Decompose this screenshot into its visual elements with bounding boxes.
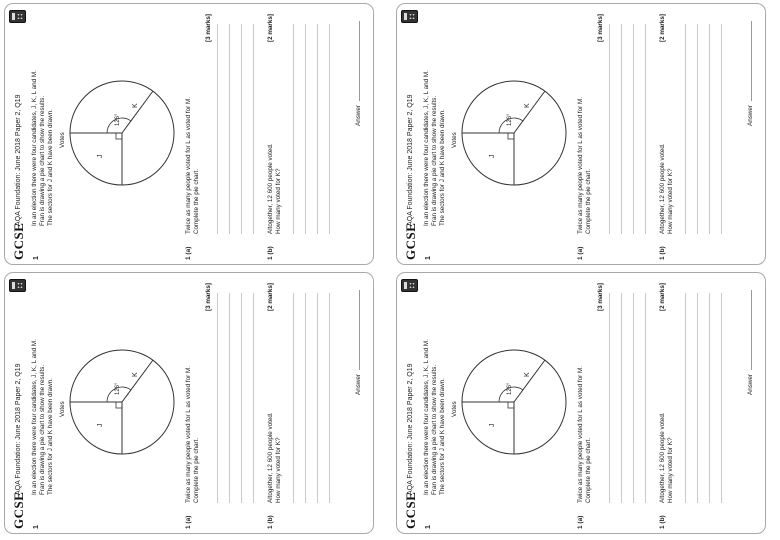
working-line xyxy=(217,24,218,234)
sector-line-diagonal xyxy=(122,91,153,133)
working-line xyxy=(305,24,306,234)
working-line xyxy=(721,293,722,503)
part-b-text xyxy=(267,328,283,503)
intro-line: Fran is drawing a pie chart to show the results. xyxy=(39,95,47,226)
question-intro xyxy=(423,16,448,226)
part-a-text xyxy=(577,328,593,503)
working-line xyxy=(329,24,330,234)
pie-chart-title: Votes xyxy=(59,132,66,148)
part-a-line: Complete the pie chart. xyxy=(585,168,593,234)
working-line xyxy=(229,24,230,234)
answer-row xyxy=(745,21,754,126)
working-line xyxy=(709,24,710,234)
working-line xyxy=(633,24,634,234)
working-line xyxy=(217,293,218,503)
angle-label: 126° xyxy=(507,382,513,395)
right-angle-marker xyxy=(116,133,122,139)
working-line xyxy=(645,24,646,234)
card-sheet xyxy=(5,273,374,534)
paper-reference: AQA Foundation: June 2018 Paper 2, Q19 xyxy=(15,94,22,226)
sector-label-j: J xyxy=(489,154,496,158)
angle-label: 126° xyxy=(115,382,121,395)
intro-line: In an election there were four candidates, J, K, L and M. xyxy=(31,339,38,495)
sector-label-k: K xyxy=(132,103,139,108)
part-a-line: Complete the pie chart. xyxy=(193,168,201,234)
question-intro xyxy=(31,285,56,495)
part-a-label: 1 (a) xyxy=(185,246,192,260)
question-card xyxy=(396,3,766,265)
working-line xyxy=(317,24,318,234)
part-b-line: How many voted for K? xyxy=(275,168,283,234)
part-b-label: 1 (b) xyxy=(267,246,274,260)
answer-field[interactable] xyxy=(353,290,360,370)
part-a-label: 1 (a) xyxy=(577,515,584,529)
intro-line: The sectors for J and K have been drawn. xyxy=(47,378,55,495)
answer-row xyxy=(353,21,362,126)
working-line xyxy=(293,24,294,234)
sector-line-diagonal xyxy=(514,91,545,133)
part-a-marks: [3 marks] xyxy=(205,283,212,312)
part-a-label: 1 (a) xyxy=(185,515,192,529)
part-b-marks: [2 marks] xyxy=(659,14,666,43)
part-b-line: Altogether, 12 600 people voted. xyxy=(267,412,274,503)
part-a-line: Twice as many people voted for L as voted for M. xyxy=(577,366,584,503)
working-line xyxy=(709,293,710,503)
part-a-marks: [3 marks] xyxy=(205,14,212,43)
intro-line: In an election there were four candidates, J, K, L and M. xyxy=(31,70,38,226)
answer-label: Answer xyxy=(355,105,362,126)
sector-label-k: K xyxy=(132,372,139,377)
working-line xyxy=(621,293,622,503)
question-number: 1 xyxy=(425,525,432,529)
pie-chart-title: Votes xyxy=(59,401,66,417)
part-a-text xyxy=(577,59,593,234)
answer-field[interactable] xyxy=(745,21,752,101)
intro-line: The sectors for J and K have been drawn. xyxy=(439,378,447,495)
part-b-line: Altogether, 12 600 people voted. xyxy=(659,143,666,234)
answer-row xyxy=(745,290,754,395)
card-sheet xyxy=(5,4,374,265)
intro-line: Fran is drawing a pie chart to show the results. xyxy=(431,364,439,495)
working-line xyxy=(293,293,294,503)
question-intro xyxy=(31,16,56,226)
working-line xyxy=(229,293,230,503)
part-b-line: How many voted for K? xyxy=(667,168,675,234)
paper-reference: AQA Foundation: June 2018 Paper 2, Q19 xyxy=(15,363,22,495)
part-b-label: 1 (b) xyxy=(659,246,666,260)
answer-field[interactable] xyxy=(353,21,360,101)
sector-label-k: K xyxy=(524,372,531,377)
sector-label-k: K xyxy=(524,103,531,108)
pie-chart xyxy=(67,78,177,188)
sector-label-j: J xyxy=(97,154,104,158)
part-a-marks: [3 marks] xyxy=(597,283,604,312)
part-a-marks: [3 marks] xyxy=(597,14,604,43)
part-b-line: How many voted for K? xyxy=(275,437,283,503)
intro-line: Fran is drawing a pie chart to show the results. xyxy=(431,95,439,226)
intro-line: The sectors for J and K have been drawn. xyxy=(47,109,55,226)
pie-chart xyxy=(67,347,177,457)
part-b-line: How many voted for K? xyxy=(667,437,675,503)
working-line xyxy=(621,24,622,234)
sector-line-diagonal xyxy=(122,360,153,402)
question-number: 1 xyxy=(425,256,432,260)
sector-line-diagonal xyxy=(514,360,545,402)
part-b-line: Altogether, 12 600 people voted. xyxy=(267,143,274,234)
intro-line: In an election there were four candidates, J, K, L and M. xyxy=(423,70,430,226)
card-sheet xyxy=(397,273,766,534)
working-line xyxy=(697,293,698,503)
working-line xyxy=(241,24,242,234)
working-line xyxy=(721,24,722,234)
part-b-marks: [2 marks] xyxy=(267,283,274,312)
part-a-line: Twice as many people voted for L as voted for M. xyxy=(185,97,192,234)
question-card xyxy=(4,3,374,265)
working-line xyxy=(305,293,306,503)
part-b-text xyxy=(659,328,675,503)
part-a-text xyxy=(185,328,201,503)
answer-label: Answer xyxy=(747,105,754,126)
question-card xyxy=(4,272,374,534)
intro-line: In an election there were four candidates, J, K, L and M. xyxy=(423,339,430,495)
intro-line: The sectors for J and K have been drawn. xyxy=(439,109,447,226)
working-line xyxy=(685,24,686,234)
gcse-logo: GCSE xyxy=(11,491,26,529)
calculator-icon xyxy=(9,279,26,292)
answer-row xyxy=(353,290,362,395)
card-sheet xyxy=(397,4,766,265)
part-a-text xyxy=(185,59,201,234)
part-b-marks: [2 marks] xyxy=(659,283,666,312)
working-line xyxy=(633,293,634,503)
paper-reference: AQA Foundation: June 2018 Paper 2, Q19 xyxy=(407,94,414,226)
working-line xyxy=(609,24,610,234)
right-angle-marker xyxy=(508,133,514,139)
answer-label: Answer xyxy=(355,374,362,395)
gcse-logo: GCSE xyxy=(403,222,418,260)
working-line xyxy=(317,293,318,503)
part-b-label: 1 (b) xyxy=(659,515,666,529)
sector-label-j: J xyxy=(489,423,496,427)
calculator-icon xyxy=(401,10,418,23)
working-line xyxy=(609,293,610,503)
question-intro xyxy=(423,285,448,495)
working-line xyxy=(253,24,254,234)
part-a-line: Twice as many people voted for L as voted for M. xyxy=(185,366,192,503)
question-number: 1 xyxy=(33,256,40,260)
working-line xyxy=(645,293,646,503)
pie-chart xyxy=(459,78,569,188)
part-a-line: Twice as many people voted for L as voted for M. xyxy=(577,97,584,234)
pie-chart-title: Votes xyxy=(451,132,458,148)
part-b-marks: [2 marks] xyxy=(267,14,274,43)
question-card xyxy=(396,272,766,534)
part-a-label: 1 (a) xyxy=(577,246,584,260)
answer-label: Answer xyxy=(747,374,754,395)
part-b-line: Altogether, 12 600 people voted. xyxy=(659,412,666,503)
gcse-logo: GCSE xyxy=(11,222,26,260)
calculator-icon xyxy=(401,279,418,292)
angle-label: 126° xyxy=(507,113,513,126)
part-a-line: Complete the pie chart. xyxy=(193,437,201,503)
working-line xyxy=(685,293,686,503)
part-b-label: 1 (b) xyxy=(267,515,274,529)
answer-field[interactable] xyxy=(745,290,752,370)
right-angle-marker xyxy=(116,402,122,408)
sector-label-j: J xyxy=(97,423,104,427)
gcse-logo: GCSE xyxy=(403,491,418,529)
intro-line: Fran is drawing a pie chart to show the results. xyxy=(39,364,47,495)
part-a-line: Complete the pie chart. xyxy=(585,437,593,503)
pie-chart-title: Votes xyxy=(451,401,458,417)
right-angle-marker xyxy=(508,402,514,408)
question-number: 1 xyxy=(33,525,40,529)
pie-chart xyxy=(459,347,569,457)
working-line xyxy=(241,293,242,503)
part-b-text xyxy=(659,59,675,234)
working-line xyxy=(329,293,330,503)
calculator-icon xyxy=(9,10,26,23)
working-line xyxy=(253,293,254,503)
working-line xyxy=(697,24,698,234)
part-b-text xyxy=(267,59,283,234)
paper-reference: AQA Foundation: June 2018 Paper 2, Q19 xyxy=(407,363,414,495)
angle-label: 126° xyxy=(115,113,121,126)
